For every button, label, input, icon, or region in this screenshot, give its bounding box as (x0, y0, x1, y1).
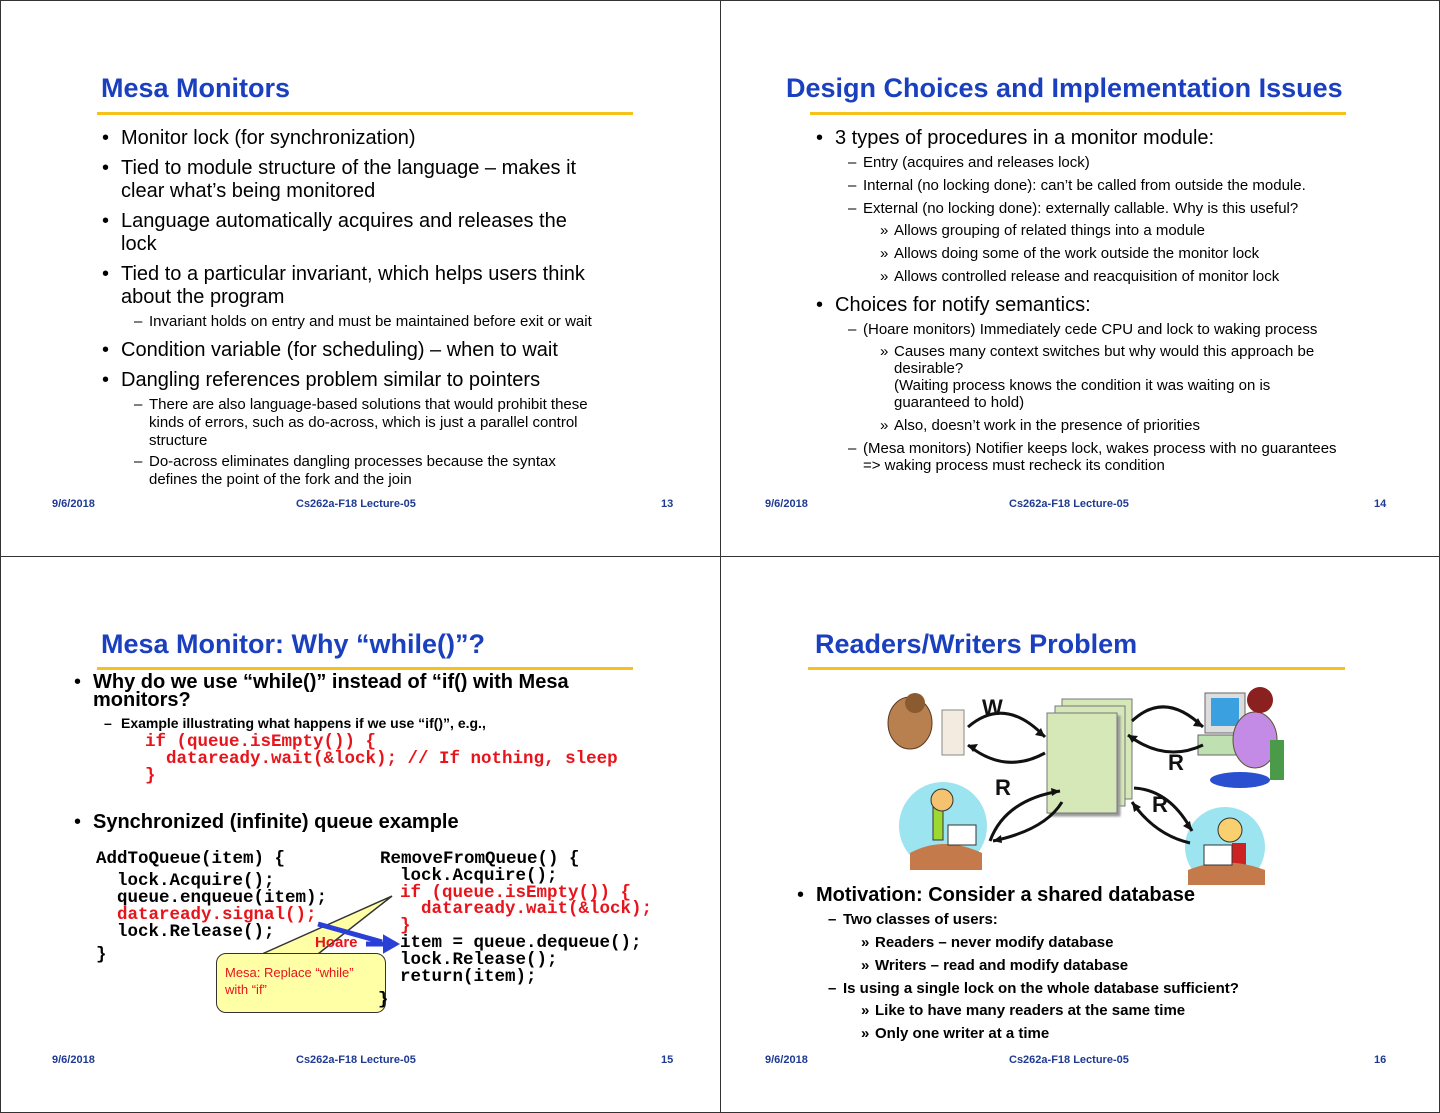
bullet-item: • Dangling references problem similar to pointers (102, 369, 541, 391)
slide-title: Design Choices and Implementation Issues (786, 73, 1343, 103)
slide-15: Mesa Monitor: Why “while()”? • Why do we use “while()” instead of “if() with Mesa monitors? – Example illustrating what happens if we use “if()”, e.g., if (queue.isEmpty()) { dataready.wait(&lock); // If nothing, sleep } • Synchronized (infinite) queue example AddToQueue(item) { lock.Acquire(); queue.enqueue(item); dataready.signal(); lock.Release(); } RemoveFromQueue() { lock.Acquire(); if (queue.isEmpty()) { dataready.wait(&lock); } item = queue.dequeue(); lock.Release(); return(item); Mesa: Replace “while” with “if” } Hoare 9/6/2018 Cs262a-F18 Lecture-05 15 (0, 556, 720, 1112)
footer-page-number: 15 (661, 1054, 674, 1066)
footer-course: Cs262a-F18 Lecture-05 (1009, 1054, 1129, 1066)
bullet-item: • Tied to a particular invariant, which helps users think about the program (102, 263, 585, 308)
sub-item: – Do-across eliminates dangling processes because the syntax defines the point of the fork and the join (134, 453, 556, 488)
example-code: if (queue.isEmpty()) { dataready.wait(&lock); // If nothing, sleep } (145, 732, 618, 786)
slide-title: Mesa Monitor: Why “while()”? (101, 629, 485, 659)
reader-label: R (995, 775, 1011, 800)
reader-woman-icon (1198, 687, 1284, 788)
title-underline (810, 112, 1346, 115)
sub-item: – Internal (no locking done): can’t be called from outside the module. (848, 177, 1306, 194)
sub-item: – Invariant holds on entry and must be maintained before exit or wait (134, 313, 592, 330)
footer-course: Cs262a-F18 Lecture-05 (1009, 498, 1129, 510)
writer-person-icon (888, 693, 964, 755)
bullet-item: • Why do we use “while()” instead of “if() with Mesa monitors? (74, 671, 569, 711)
bullet-item: • Synchronized (infinite) queue example (74, 811, 459, 833)
subsub-item: » Readers – never modify database (861, 934, 1114, 951)
arrow-head-icon (384, 936, 398, 952)
bullet-item: • 3 types of procedures in a monitor module: (816, 127, 1215, 149)
readers-writers-illustration (870, 685, 1285, 885)
footer-page-number: 13 (661, 498, 674, 510)
bullet-item: • Tied to module structure of the language – makes it clear what’s being monitored (102, 157, 577, 202)
reader-label: R (1152, 792, 1168, 817)
footer-date: 9/6/2018 (765, 1054, 808, 1066)
sub-item: – (Hoare monitors) Immediately cede CPU and lock to waking process (848, 321, 1318, 338)
sub-item: – Two classes of users: (828, 911, 998, 928)
reader-girl-icon (1185, 807, 1265, 885)
footer-date: 9/6/2018 (765, 498, 808, 510)
footer-date: 9/6/2018 (52, 1054, 95, 1066)
callout-tail-and-arrows (0, 556, 720, 1112)
reader-label: R (1168, 750, 1184, 775)
sub-item: – Is using a single lock on the whole database sufficient? (828, 980, 1239, 997)
sub-item: – (Mesa monitors) Notifier keeps lock, wakes process with no guarantees => waking process must recheck its condition (848, 440, 1337, 474)
reader-boy-icon (899, 782, 987, 870)
slide-14 (720, 0, 1440, 556)
subsub-item: » Allows doing some of the work outside the monitor lock (880, 245, 1260, 262)
writer-label: W (982, 695, 1003, 720)
sub-item: – Entry (acquires and releases lock) (848, 154, 1090, 171)
subsub-item: » Allows grouping of related things into a module (880, 222, 1206, 239)
slide-16 (720, 556, 1440, 1112)
subsub-item: » Allows controlled release and reacquisition of monitor lock (880, 268, 1280, 285)
slide-title: Readers/Writers Problem (815, 629, 1138, 659)
bullet-item: • Condition variable (for scheduling) – when to wait (102, 339, 558, 361)
footer-page-number: 16 (1374, 1054, 1387, 1066)
footer-page-number: 14 (1374, 498, 1387, 510)
bullet-item: • Language automatically acquires and releases the lock (102, 210, 567, 255)
footer-course: Cs262a-F18 Lecture-05 (296, 498, 416, 510)
bullet-item: • Monitor lock (for synchronization) (102, 127, 416, 149)
sub-item: – There are also language-based solutions that would prohibit these kinds of errors, such as do-across, which is just a parallel control structure (134, 396, 588, 449)
sub-item: – Example illustrating what happens if we use “if()”, e.g., (104, 715, 486, 731)
callout-box: Mesa: Replace “while” with “if” (216, 953, 386, 1013)
slide-title: Mesa Monitors (101, 73, 291, 103)
subsub-item: » Also, doesn’t work in the presence of priorities (880, 417, 1200, 434)
footer-date: 9/6/2018 (52, 498, 95, 510)
subsub-item: » Writers – read and modify database (861, 957, 1129, 974)
subsub-item: » Only one writer at a time (861, 1025, 1050, 1042)
closing-brace: } (378, 990, 389, 1010)
title-underline (808, 667, 1345, 670)
subsub-item: » Causes many context switches but why would this approach be desirable? (Waiting process knows the condition it was waiting on is guaranteed to hold) (880, 343, 1315, 411)
footer-course: Cs262a-F18 Lecture-05 (296, 1054, 416, 1066)
hoare-label: Hoare (315, 934, 358, 951)
database-pages-icon (1047, 699, 1132, 813)
bullet-item: • Motivation: Consider a shared database (797, 884, 1195, 906)
title-underline (97, 112, 633, 115)
subsub-item: » Like to have many readers at the same time (861, 1002, 1186, 1019)
sub-item: – External (no locking done): externally callable. Why is this useful? (848, 200, 1299, 217)
slide-13 (0, 0, 720, 556)
bullet-item: • Choices for notify semantics: (816, 294, 1091, 316)
